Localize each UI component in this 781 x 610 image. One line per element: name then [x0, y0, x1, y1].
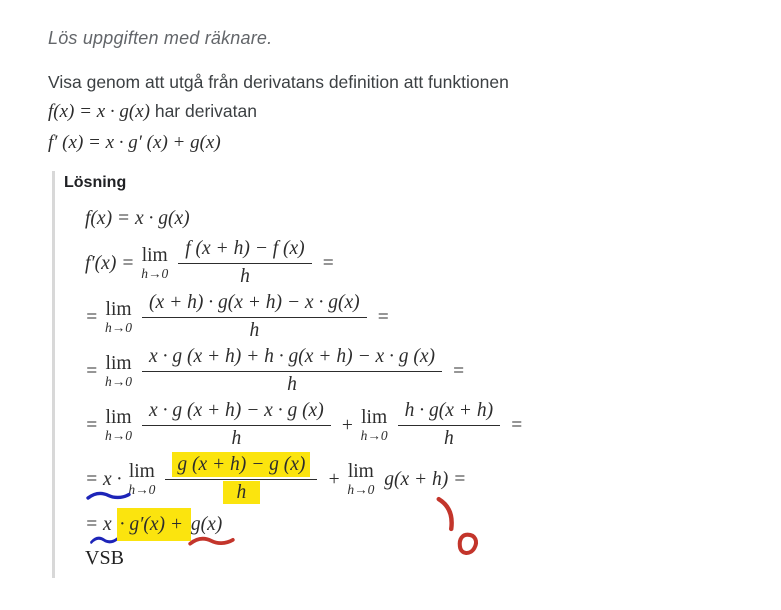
limit-operator — [105, 354, 132, 389]
limit-subscript: h→0 — [105, 427, 133, 443]
target-derivative-formula: f′ (x) = x · g′ (x) + g(x) — [48, 132, 221, 153]
limit-subscript: h→0 — [128, 481, 156, 497]
fraction-numerator — [142, 400, 331, 426]
limit-word: lim — [105, 298, 132, 320]
highlighted-denominator-text: h — [223, 481, 261, 504]
limit-subscript: h→0 — [360, 427, 388, 443]
equation-line-3 — [85, 292, 781, 342]
math-run: = — [85, 306, 104, 328]
instruction-text: Lös uppgiften med räknare. — [48, 28, 273, 48]
math-run: g(x + h) = — [379, 466, 466, 493]
fraction — [165, 454, 317, 504]
limit-word: lim — [361, 406, 388, 428]
equation-line-4 — [85, 346, 781, 396]
solution-block — [52, 171, 781, 578]
fraction — [398, 400, 500, 450]
equation-line-5 — [85, 400, 781, 450]
limit-word: lim — [105, 352, 132, 374]
numerator-text: (x + h) · g(x + h) − x · g(x) — [149, 292, 360, 313]
task-description: Visa genom att utgå från derivatans definition att funktionen — [48, 72, 509, 92]
fraction-denominator — [249, 318, 259, 342]
fraction — [178, 238, 311, 288]
math-run: = x — [85, 511, 117, 538]
math-run: = — [505, 414, 524, 436]
numerator-text: h · g(x + h) — [404, 400, 494, 421]
fraction-numerator — [142, 346, 442, 372]
limit-subscript: h→0 — [105, 319, 133, 335]
fraction — [142, 346, 442, 396]
math-run: = — [85, 414, 104, 436]
math-run: g(x) — [191, 511, 222, 538]
limit-operator — [105, 408, 132, 443]
limit-subscript: h→0 — [347, 481, 375, 497]
math-run: = — [85, 360, 104, 382]
highlighted-numerator-text: g (x + h) − g (x) — [172, 452, 310, 477]
denominator-text: h — [240, 266, 250, 287]
math-run: = — [371, 306, 390, 328]
math-run: + — [335, 414, 359, 436]
math-run: f′(x) = — [85, 252, 140, 274]
derivation-steps — [64, 205, 781, 541]
math-run: = — [447, 360, 466, 382]
limit-word: lim — [105, 406, 132, 428]
limit-operator — [128, 462, 155, 497]
denominator-text: h — [287, 374, 297, 395]
numerator-text: x · g (x + h) − x · g (x) — [149, 400, 324, 421]
math-run: + — [322, 468, 346, 490]
given-function-formula: f(x) = x · g(x) — [48, 101, 150, 122]
equation-line-6 — [85, 454, 781, 504]
target-derivative-line — [48, 130, 781, 155]
math-run: = — [316, 252, 335, 274]
fraction-numerator — [178, 238, 311, 264]
limit-operator — [347, 462, 374, 497]
math-run: f(x) = x · g(x) — [85, 208, 190, 229]
limit-operator — [141, 246, 168, 281]
equation-line-7 — [85, 508, 781, 541]
denominator-text: h — [249, 320, 260, 341]
limit-word: lim — [347, 460, 374, 482]
limit-word: lim — [141, 244, 168, 266]
equation-line-1 — [85, 205, 781, 232]
fraction — [142, 292, 367, 342]
given-function-suffix: har derivatan — [149, 101, 257, 121]
limit-operator — [105, 300, 132, 335]
math-run: = x · — [85, 466, 126, 493]
conclusion-vsb: VSB — [85, 547, 124, 569]
pen-mark-blue-underline-2 — [90, 536, 118, 545]
limit-subscript: h→0 — [105, 373, 133, 389]
fraction-numerator — [142, 292, 367, 318]
fraction-numerator — [165, 454, 317, 480]
fraction-denominator — [287, 372, 297, 396]
fraction — [142, 400, 331, 450]
limit-word: lim — [128, 460, 155, 482]
limit-operator — [361, 408, 388, 443]
given-function-line — [48, 99, 781, 124]
pen-mark-blue-underline-1 — [86, 491, 131, 501]
fraction-denominator — [232, 426, 242, 450]
numerator-text: f (x + h) − f (x) — [185, 238, 305, 259]
fraction-numerator — [398, 400, 500, 426]
fraction-denominator — [223, 480, 261, 504]
fraction-denominator — [444, 426, 454, 450]
solution-title: Lösning — [64, 174, 127, 191]
numerator-text: x · g (x + h) + h · g(x + h) − x · g (x) — [149, 346, 436, 367]
fraction-denominator — [240, 264, 250, 288]
denominator-text: h — [443, 428, 454, 449]
limit-subscript: h→0 — [141, 265, 169, 281]
highlighted-math-run: · g′(x) + — [117, 508, 191, 541]
equation-line-2 — [85, 238, 781, 288]
denominator-text: h — [231, 428, 242, 449]
pen-mark-red-underline-1 — [188, 536, 235, 547]
